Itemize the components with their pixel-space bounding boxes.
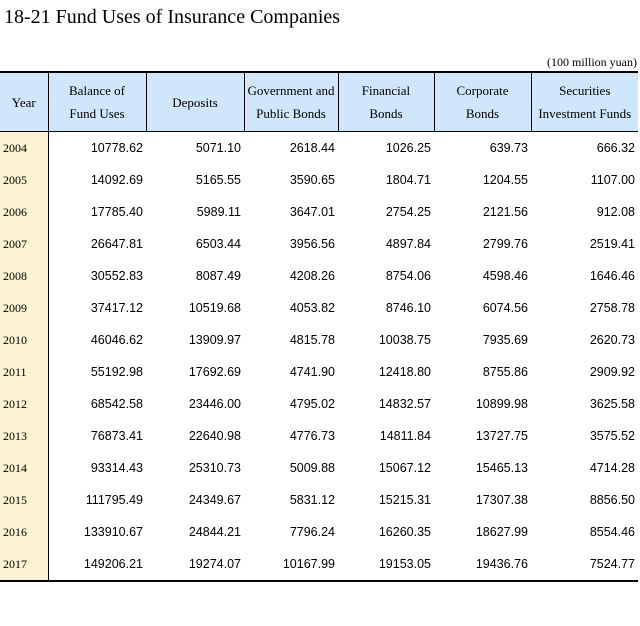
value-cell: 19274.07 xyxy=(146,548,244,581)
value-cell: 2909.92 xyxy=(589,365,635,379)
value-cell: 4598.46 xyxy=(482,269,528,283)
value-cell: 19436.76 xyxy=(434,548,531,581)
fund-uses-table xyxy=(0,71,638,582)
value-cell: 46046.62 xyxy=(90,333,143,347)
value-cell: 17785.40 xyxy=(90,205,143,219)
value-cell: 3590.65 xyxy=(289,173,335,187)
table-row xyxy=(0,164,638,196)
col-header-corporate-bonds: Corporate Bonds xyxy=(434,72,531,132)
value-cell: 666.32 xyxy=(596,141,635,155)
value-cell: 2121.56 xyxy=(482,205,528,219)
value-cell: 15215.31 xyxy=(378,493,431,507)
table-row xyxy=(0,548,638,581)
value-cell: 1646.46 xyxy=(589,269,635,283)
table-row xyxy=(0,228,638,260)
value-cell: 76873.41 xyxy=(90,429,143,443)
col-header-year: Year xyxy=(0,72,48,132)
value-cell: 2519.41 xyxy=(589,237,635,251)
value-cell: 6503.44 xyxy=(195,237,241,251)
year-cell: 2006 xyxy=(0,196,48,228)
year-cell: 2014 xyxy=(0,452,48,484)
value-cell: 10167.99 xyxy=(244,548,338,581)
value-cell: 23446.00 xyxy=(188,397,241,411)
year-cell: 2016 xyxy=(0,516,48,548)
value-cell: 5831.12 xyxy=(289,493,335,507)
value-cell: 4053.82 xyxy=(289,301,335,315)
value-cell: 1204.55 xyxy=(482,173,528,187)
value-cell: 37417.12 xyxy=(90,301,143,315)
value-cell: 22640.98 xyxy=(188,429,241,443)
value-cell: 8087.49 xyxy=(195,269,241,283)
value-cell: 30552.83 xyxy=(90,269,143,283)
value-cell: 3956.56 xyxy=(289,237,335,251)
value-cell: 10038.75 xyxy=(378,333,431,347)
value-cell: 24349.67 xyxy=(188,493,241,507)
value-cell: 5009.88 xyxy=(289,461,335,475)
value-cell: 3625.58 xyxy=(589,397,635,411)
year-cell: 2010 xyxy=(0,324,48,356)
value-cell: 2754.25 xyxy=(385,205,431,219)
value-cell: 6074.56 xyxy=(482,301,528,315)
value-cell: 8554.46 xyxy=(589,525,635,539)
value-cell: 55192.98 xyxy=(90,365,143,379)
value-cell: 4208.26 xyxy=(289,269,335,283)
value-cell: 26647.81 xyxy=(90,237,143,251)
year-cell: 2012 xyxy=(0,388,48,420)
value-cell: 7796.24 xyxy=(289,525,335,539)
table-row xyxy=(0,388,638,420)
value-cell: 5989.11 xyxy=(196,205,241,219)
table-row xyxy=(0,324,638,356)
value-cell: 4714.28 xyxy=(589,461,635,475)
value-cell: 14832.57 xyxy=(378,397,431,411)
value-cell: 15465.13 xyxy=(475,461,528,475)
year-cell: 2009 xyxy=(0,292,48,324)
value-cell: 7524.77 xyxy=(531,548,638,581)
value-cell: 149206.21 xyxy=(48,548,146,581)
header-row xyxy=(0,72,638,132)
table-row xyxy=(0,292,638,324)
value-cell: 5165.55 xyxy=(195,173,241,187)
value-cell: 1026.25 xyxy=(385,141,431,155)
value-cell: 4897.84 xyxy=(385,237,431,251)
col-header-government-bonds: Government and Public Bonds xyxy=(244,72,338,132)
value-cell: 15067.12 xyxy=(378,461,431,475)
value-cell: 25310.73 xyxy=(188,461,241,475)
value-cell: 1804.71 xyxy=(385,173,431,187)
value-cell: 10899.98 xyxy=(475,397,528,411)
unit-label: (100 million yuan) xyxy=(547,55,637,69)
year-cell: 2017 xyxy=(0,548,48,581)
value-cell: 17692.69 xyxy=(188,365,241,379)
table-row xyxy=(0,260,638,292)
value-cell: 19153.05 xyxy=(338,548,434,581)
table-row xyxy=(0,420,638,452)
value-cell: 8856.50 xyxy=(589,493,635,507)
value-cell: 2758.78 xyxy=(589,301,635,315)
value-cell: 912.08 xyxy=(596,205,635,219)
table-row xyxy=(0,516,638,548)
value-cell: 111795.49 xyxy=(85,493,143,507)
year-cell: 2005 xyxy=(0,164,48,196)
value-cell: 8746.10 xyxy=(385,301,431,315)
year-cell: 2013 xyxy=(0,420,48,452)
col-header-balance: Balance of Fund Uses xyxy=(48,72,146,132)
value-cell: 5071.10 xyxy=(195,141,241,155)
value-cell: 2799.76 xyxy=(482,237,528,251)
table-row xyxy=(0,132,638,165)
value-cell: 14092.69 xyxy=(90,173,143,187)
value-cell: 12418.80 xyxy=(378,365,431,379)
value-cell: 7935.69 xyxy=(482,333,528,347)
year-cell: 2011 xyxy=(0,356,48,388)
value-cell: 10519.68 xyxy=(188,301,241,315)
value-cell: 3575.52 xyxy=(589,429,635,443)
table-row xyxy=(0,452,638,484)
value-cell: 13727.75 xyxy=(475,429,528,443)
value-cell: 1107.00 xyxy=(590,173,635,187)
year-cell: 2007 xyxy=(0,228,48,260)
col-header-financial-bonds: Financial Bonds xyxy=(338,72,434,132)
value-cell: 639.73 xyxy=(489,141,528,155)
value-cell: 4776.73 xyxy=(289,429,335,443)
value-cell: 3647.01 xyxy=(289,205,335,219)
value-cell: 16260.35 xyxy=(378,525,431,539)
value-cell: 10778.62 xyxy=(90,141,143,155)
value-cell: 93314.43 xyxy=(90,461,143,475)
page-title: 18-21 Fund Uses of Insurance Companies xyxy=(4,6,341,28)
value-cell: 4741.90 xyxy=(289,365,335,379)
value-cell: 18627.99 xyxy=(475,525,528,539)
value-cell: 2620.73 xyxy=(589,333,635,347)
value-cell: 133910.67 xyxy=(83,525,143,539)
year-cell: 2008 xyxy=(0,260,48,292)
value-cell: 4795.02 xyxy=(289,397,335,411)
value-cell: 8754.06 xyxy=(385,269,431,283)
table-row xyxy=(0,484,638,516)
value-cell: 4815.78 xyxy=(289,333,335,347)
table-row xyxy=(0,196,638,228)
col-header-deposits: Deposits xyxy=(146,72,244,132)
value-cell: 8755.86 xyxy=(482,365,528,379)
value-cell: 24844.21 xyxy=(188,525,241,539)
value-cell: 13909.97 xyxy=(188,333,241,347)
year-cell: 2004 xyxy=(0,132,48,165)
value-cell: 14811.84 xyxy=(379,429,431,443)
value-cell: 68542.58 xyxy=(90,397,143,411)
value-cell: 17307.38 xyxy=(475,493,528,507)
col-header-securities-funds: Securities Investment Funds xyxy=(531,72,638,132)
value-cell: 2618.44 xyxy=(289,141,335,155)
year-cell: 2015 xyxy=(0,484,48,516)
table-row xyxy=(0,356,638,388)
